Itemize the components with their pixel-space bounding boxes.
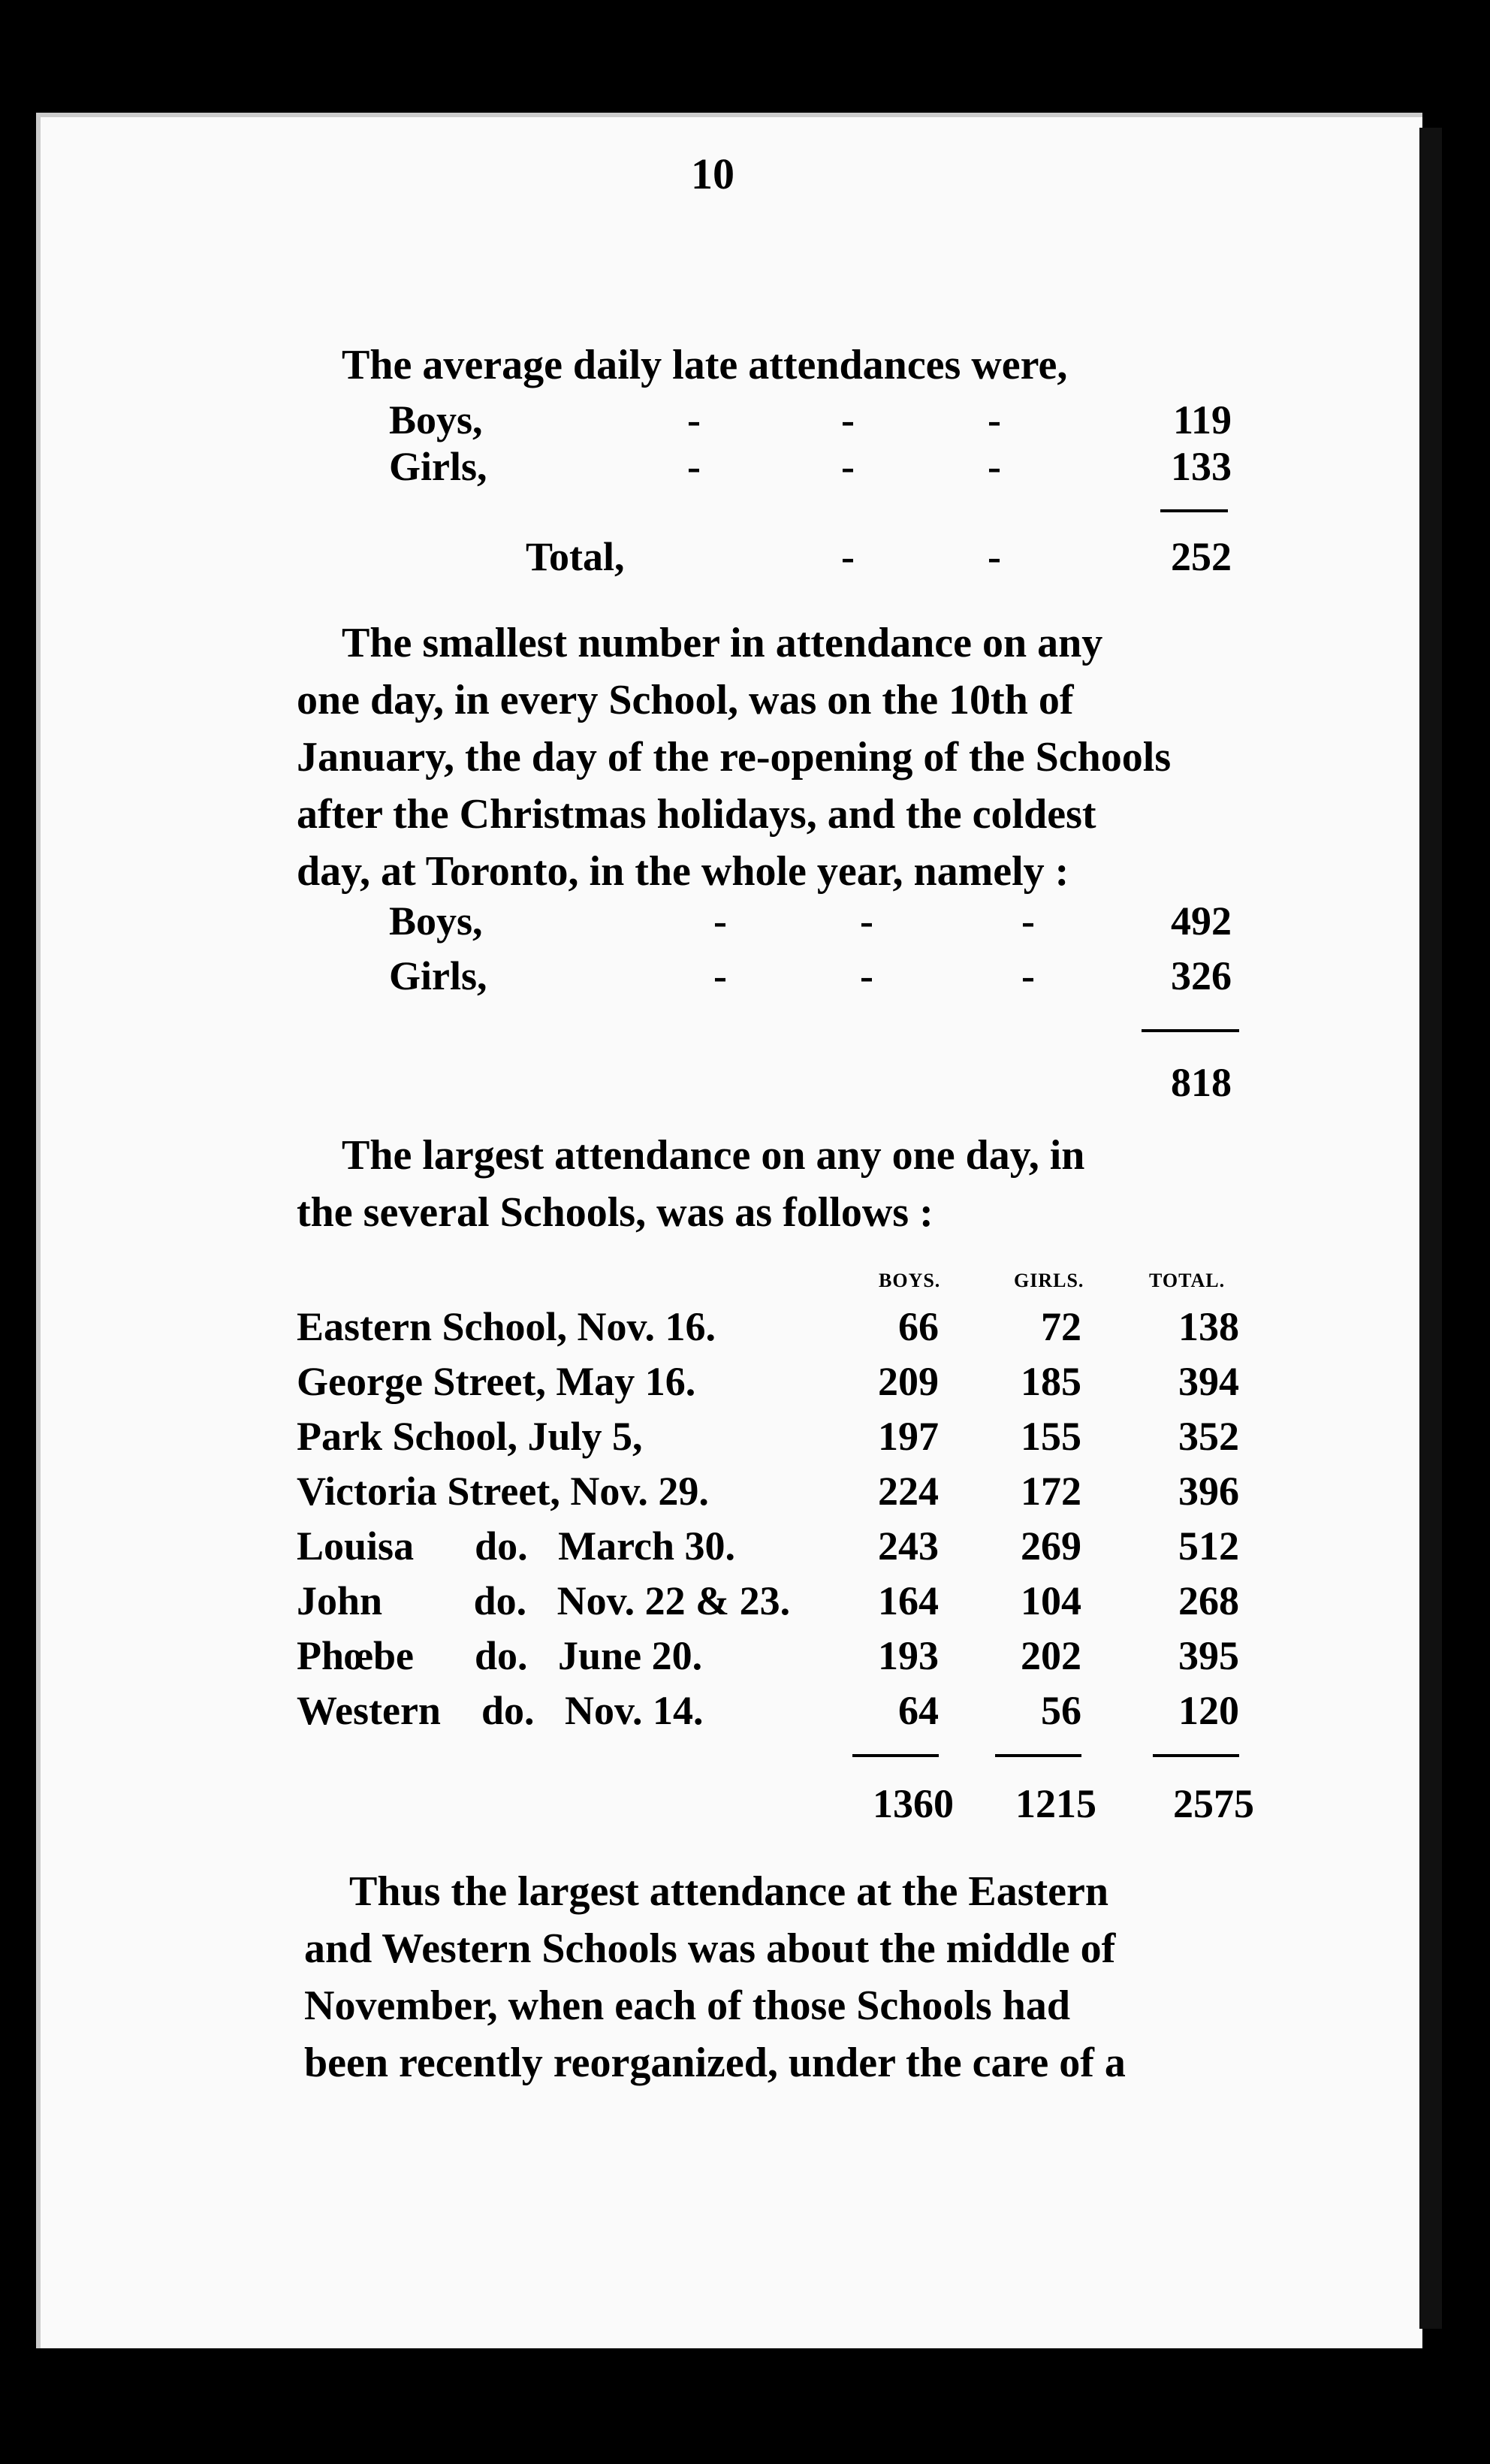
late-row-label: Girls, <box>389 444 487 489</box>
sum-rule <box>995 1754 1081 1757</box>
girls-cell: 155 <box>1021 1414 1081 1459</box>
smallest-row-value: 492 <box>1171 898 1232 944</box>
late-row-label: Boys, <box>389 397 483 442</box>
dash: - <box>713 898 727 944</box>
girls-total: 1215 <box>1015 1781 1096 1826</box>
total-cell: 120 <box>1178 1688 1239 1733</box>
late-intro <box>342 337 1243 394</box>
school-name: Louisa do. March 30. <box>297 1523 736 1569</box>
late-total-value: 252 <box>1171 534 1232 579</box>
school-name: George Street, May 16. <box>297 1359 696 1404</box>
paragraph-line: day, at Toronto, in the whole year, namely : <box>297 848 1069 895</box>
paragraph-line: the several Schools, was as follows : <box>297 1189 934 1236</box>
dash: - <box>841 444 855 489</box>
late-row-value: 119 <box>1172 397 1232 442</box>
school-name: Eastern School, Nov. 16. <box>297 1304 716 1349</box>
boys-total: 1360 <box>873 1781 954 1826</box>
paragraph-line: been recently reorganized, under the care of a <box>304 2040 1126 2086</box>
paragraph-line: January, the day of the re-opening of the Schools <box>297 734 1172 781</box>
late-total-label: Total, <box>526 534 625 579</box>
boys-cell: 164 <box>878 1578 939 1623</box>
late-row-girls <box>0 443 1490 496</box>
girls-cell: 172 <box>1021 1469 1081 1514</box>
paragraph-line: The largest attendance on any one day, in <box>342 1132 1085 1179</box>
sum-rule <box>1153 1754 1239 1757</box>
late-total-row <box>0 533 1490 586</box>
smallest-total-value: 818 <box>1171 1060 1232 1105</box>
smallest-row-boys <box>0 898 1490 950</box>
girls-cell: 185 <box>1021 1359 1081 1404</box>
school-name: Park School, July 5, <box>297 1414 643 1459</box>
sum-rule <box>852 1754 939 1757</box>
total-cell: 396 <box>1178 1469 1239 1514</box>
smallest-row-value: 326 <box>1171 953 1232 998</box>
paragraph-line: November, when each of those Schools had <box>304 1982 1070 2029</box>
total-cell: 352 <box>1178 1414 1239 1459</box>
largest-paragraph <box>297 1127 1235 1241</box>
dash: - <box>988 397 1001 442</box>
boys-cell: 224 <box>878 1469 939 1514</box>
paragraph-line: and Western Schools was about the middle of <box>304 1925 1116 1972</box>
total-cell: 395 <box>1178 1633 1239 1678</box>
paragraph-line: Thus the largest attendance at the Eastern <box>349 1868 1109 1915</box>
dash: - <box>841 534 855 579</box>
late-row-boys <box>0 397 1490 449</box>
smallest-paragraph <box>297 614 1235 900</box>
grand-total: 2575 <box>1173 1781 1254 1826</box>
smallest-total-row <box>0 1059 1490 1112</box>
paragraph-line: The smallest number in attendance on any <box>342 620 1103 666</box>
boys-cell: 66 <box>898 1304 939 1349</box>
boys-cell: 209 <box>878 1359 939 1404</box>
sum-rule <box>1142 1029 1239 1032</box>
dash: - <box>841 397 855 442</box>
school-name: Phœbe do. June 20. <box>297 1633 703 1678</box>
closing-paragraph <box>304 1863 1243 2091</box>
total-cell: 138 <box>1178 1304 1239 1349</box>
girls-cell: 202 <box>1021 1633 1081 1678</box>
header-girls: GIRLS. <box>1014 1270 1084 1291</box>
header-boys: BOYS. <box>879 1270 941 1291</box>
girls-cell: 56 <box>1041 1688 1081 1733</box>
smallest-row-label: Girls, <box>389 953 487 998</box>
dash: - <box>860 898 873 944</box>
page-number: 10 <box>691 149 734 198</box>
dash: - <box>988 444 1001 489</box>
boys-cell: 64 <box>898 1688 939 1733</box>
school-name: John do. Nov. 22 & 23. <box>297 1578 791 1623</box>
school-name: Victoria Street, Nov. 29. <box>297 1469 709 1514</box>
boys-cell: 243 <box>878 1523 939 1569</box>
dash: - <box>713 953 727 998</box>
late-row-value: 133 <box>1171 444 1232 489</box>
total-cell: 512 <box>1178 1523 1239 1569</box>
dash: - <box>687 444 701 489</box>
dash: - <box>1021 953 1035 998</box>
total-cell: 394 <box>1178 1359 1239 1404</box>
girls-cell: 269 <box>1021 1523 1081 1569</box>
boys-cell: 193 <box>878 1633 939 1678</box>
late-intro-line: The average daily late attendances were, <box>342 342 1068 388</box>
smallest-row-label: Boys, <box>389 898 483 944</box>
dash: - <box>988 534 1001 579</box>
girls-cell: 104 <box>1021 1578 1081 1623</box>
sum-rule <box>1160 509 1228 512</box>
smallest-row-girls <box>0 953 1490 1005</box>
school-name: Western do. Nov. 14. <box>297 1688 704 1733</box>
paragraph-line: one day, in every School, was on the 10th of <box>297 677 1074 723</box>
total-cell: 268 <box>1178 1578 1239 1623</box>
dash: - <box>687 397 701 442</box>
header-total: TOTAL. <box>1149 1270 1226 1291</box>
girls-cell: 72 <box>1041 1304 1081 1349</box>
paragraph-line: after the Christmas holidays, and the coldest <box>297 791 1096 838</box>
dash: - <box>1021 898 1035 944</box>
dash: - <box>860 953 873 998</box>
boys-cell: 197 <box>878 1414 939 1459</box>
